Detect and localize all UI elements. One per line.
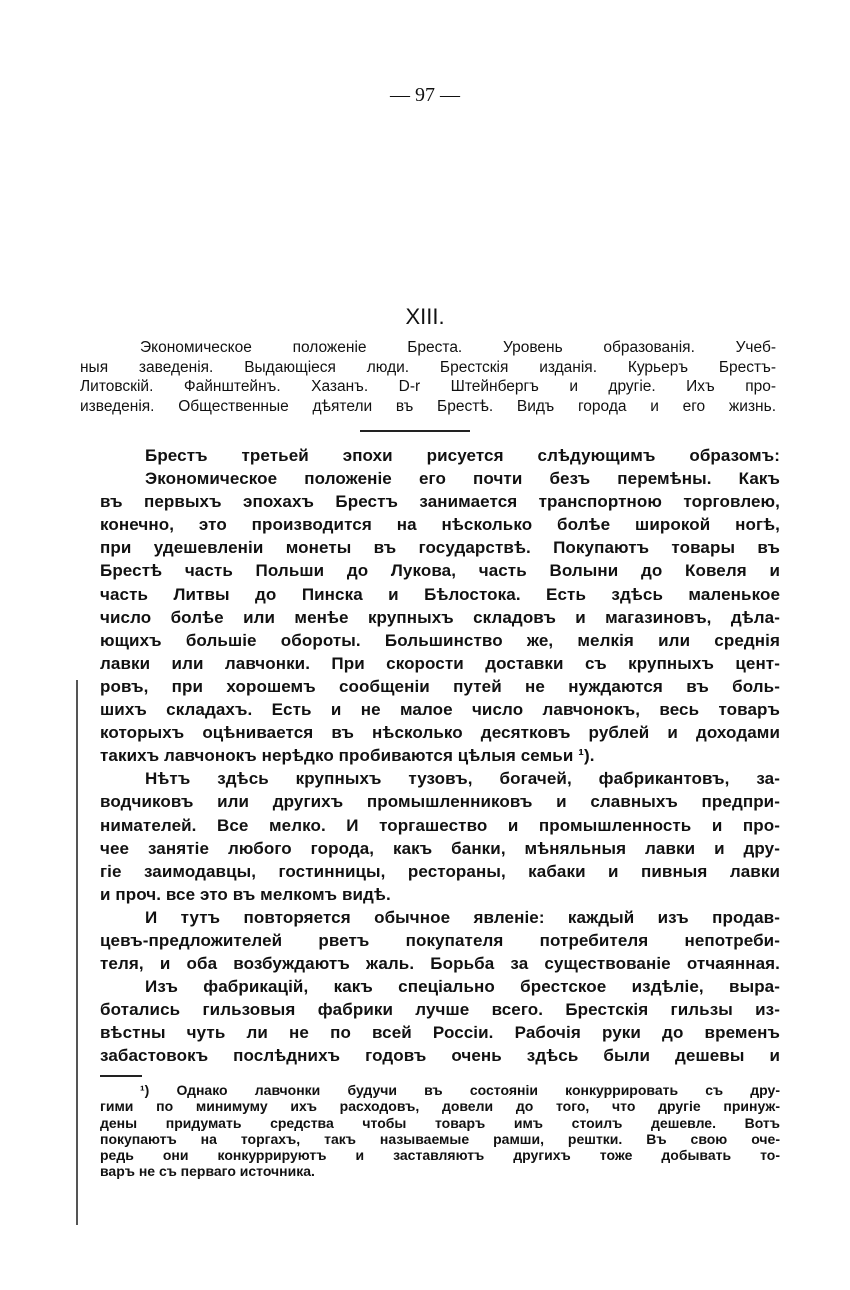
body-text	[100, 444, 780, 1068]
body-line: лавки или лавчонки. При скорости доставки съ крупныхъ цент-	[100, 653, 780, 673]
body-line: вѣстны чуть ли не по всей Россіи. Рабочія руки до временъ	[100, 1023, 780, 1043]
footnote	[100, 1082, 780, 1180]
body-line: И тутъ повторяется обычное явленіе: каждый изъ продав-	[145, 907, 780, 927]
body-line: часть Литвы до Пинска и Бѣлостока. Есть здѣсь маленькое	[100, 584, 780, 604]
footnote-line: дены придумать средства чтобы товаръ имъ стоилъ дешевле. Вотъ	[100, 1114, 780, 1131]
body-line: Экономическое положеніе его почти безъ перемѣны. Какъ	[145, 469, 780, 489]
body-line: такихъ лавчонокъ нерѣдко пробиваются цѣлыя семьи ¹).	[100, 746, 595, 766]
summary-line: Литовскій. Файнштейнъ. Хазанъ. D-r Штейнбергъ и другіе. Ихъ про-	[80, 378, 776, 395]
body-line: ровъ, при хорошемъ сообщеніи путей не нуждаются въ боль-	[100, 676, 780, 696]
summary-line: Экономическое положеніе Бреста. Уровень образованія. Учеб-	[140, 339, 776, 356]
body-line: Брестѣ часть Польши до Лукова, часть Волыни до Ковеля и	[100, 561, 780, 581]
body-line: чее занятіе любого города, какъ банки, мѣняльныя лавки и дру-	[100, 838, 780, 858]
summary-line: ныя заведенія. Выдающіеся люди. Брестскія изданія. Курьеръ Брестъ-	[80, 358, 776, 376]
page-number: — 97 —	[390, 84, 460, 106]
body-line: теля, и оба возбуждаютъ жаль. Борьба за существованіе отчаянная.	[100, 954, 780, 974]
body-line: при удешевленіи монеты въ государствѣ. Покупаютъ товары въ	[100, 538, 780, 558]
footnote-line: покупаютъ на торгахъ, такъ называемые рамши, рештки. Въ свою оче-	[100, 1130, 780, 1147]
footnote-line: варъ не съ перваго источника.	[100, 1163, 315, 1180]
body-line: Нѣтъ здѣсь крупныхъ тузовъ, богачей, фабрикантовъ, за-	[145, 769, 780, 789]
body-line: число болѣе или менѣе крупныхъ складовъ и магазиновъ, дѣла-	[100, 607, 780, 627]
body-line: ющихъ большіе обороты. Большинство же, мелкія или среднія	[100, 630, 780, 650]
body-line: Изъ фабрикацій, какъ спеціально брестское издѣліе, выра-	[145, 977, 780, 997]
body-line: гіе заимодавцы, гостинницы, рестораны, кабаки и пивныя лавки	[100, 861, 780, 881]
footnote-rule	[100, 1075, 142, 1077]
summary-line: изведенія. Общественные дѣятели въ Брестѣ. Видъ города и его жизнь.	[80, 397, 776, 415]
body-line: водчиковъ или другихъ промышленниковъ и славныхъ предпри-	[100, 792, 780, 812]
body-line: въ первыхъ эпохахъ Брестъ занимается транспортною торговлею,	[100, 492, 780, 512]
page-edge-line	[76, 680, 78, 1225]
chapter-summary	[80, 338, 776, 416]
body-line: цевъ-предложителей рветъ покупателя потребителя непотреби-	[100, 930, 780, 950]
footnote-line: гими по минимуму ихъ расходовъ, довели до того, что другіе принуж-	[100, 1098, 780, 1115]
body-line: нимателей. Все мелко. И торгашество и промышленность и про-	[100, 815, 780, 835]
body-line: и проч. все это въ мелкомъ видѣ.	[100, 884, 391, 904]
footnote-line: редь они конкуррируютъ и заставляютъ другихъ тоже добывать то-	[100, 1147, 780, 1164]
body-line: которыхъ оцѣнивается въ нѣсколько десятковъ рублей и доходами	[100, 723, 780, 743]
section-divider	[360, 430, 470, 432]
chapter-heading: XIII.	[405, 304, 445, 329]
body-line: ботались гильзовыя фабрики лучше всего. Брестскія гильзы из-	[100, 1000, 780, 1020]
footnote-line: ¹) Однако лавчонки будучи въ состояніи конкуррировать съ дру-	[140, 1082, 780, 1098]
body-line: забастовокъ послѣднихъ годовъ очень здѣсь были дешевы и	[100, 1046, 780, 1066]
body-line: Брестъ третьей эпохи рисуется слѣдующимъ образомъ:	[145, 446, 780, 465]
body-line: шихъ складахъ. Есть и не малое число лавчонокъ, весь товаръ	[100, 700, 780, 720]
body-line: конечно, это производится на нѣсколько болѣе широкой ногѣ,	[100, 515, 780, 535]
